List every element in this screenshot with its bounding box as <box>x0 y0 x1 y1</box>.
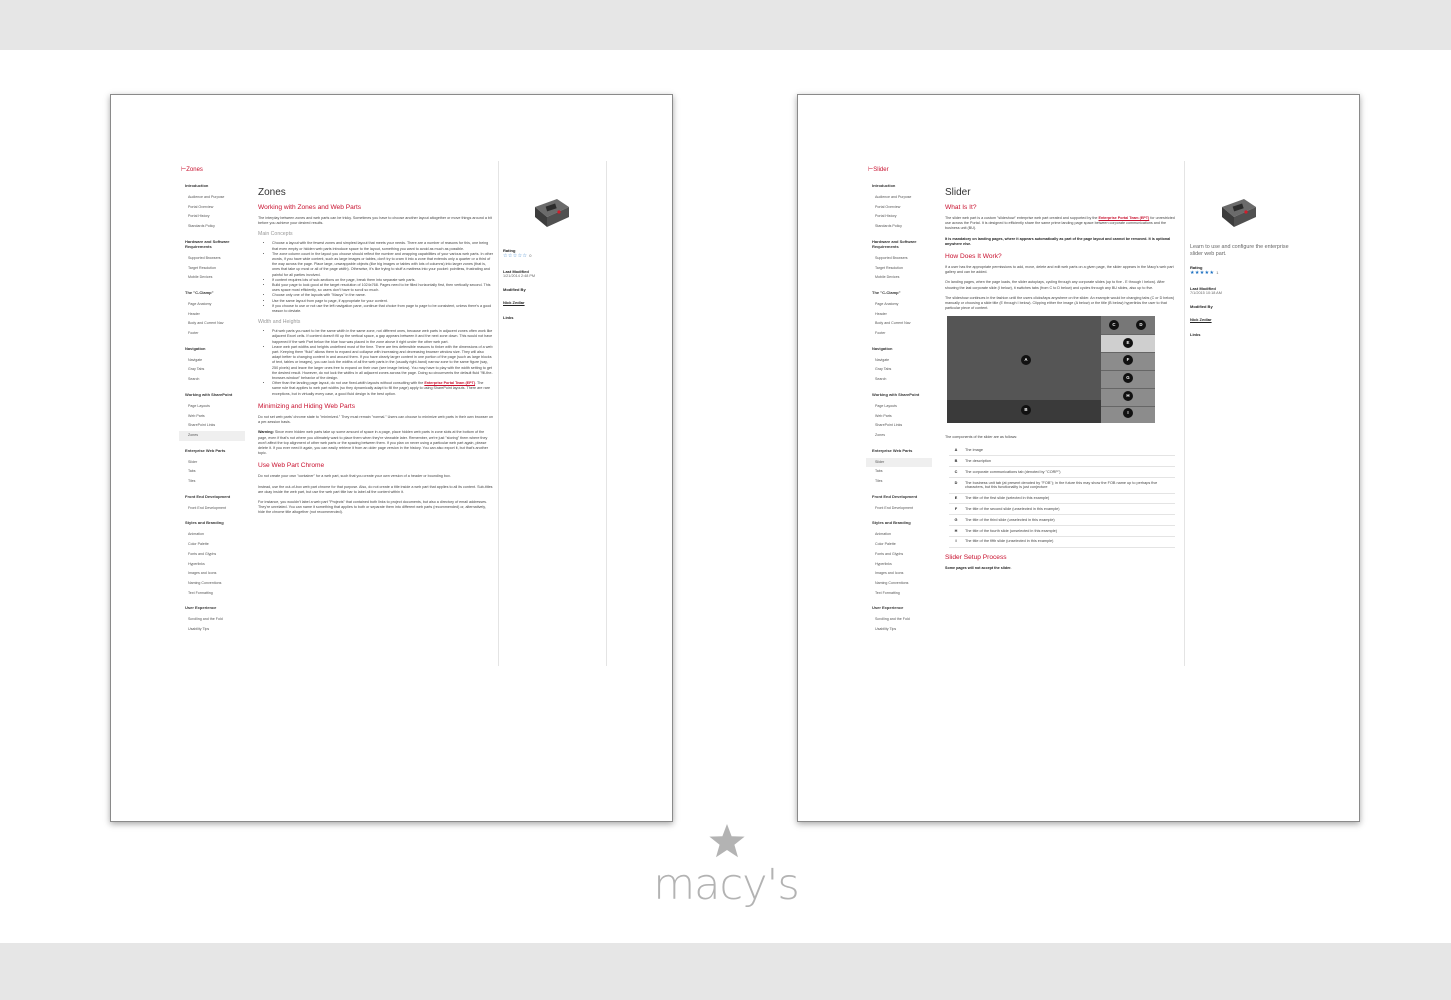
what-text: for unrestricted use across the Portal. It is designed to efficiently share the same prime landing page space between corporate communications and the business unit (BU). <box>945 216 1175 231</box>
nav-item-tabs[interactable]: Tabs <box>875 469 883 474</box>
table-row <box>949 515 1175 526</box>
nav-item-animation[interactable]: Animation <box>188 532 204 537</box>
nav-item-audience-and-purpose[interactable]: Audience and Purpose <box>188 195 225 199</box>
how-paragraph-1: If a user has the appropriate permissions to add, move, delete and edit web parts on a given page, the slider appears in the Macy's web part gallery and can be added. <box>945 265 1174 275</box>
stars-glyphs[interactable]: ☆☆☆☆☆ <box>503 253 528 259</box>
nav-item-portal-overview[interactable]: Portal Overview <box>188 204 214 209</box>
setup-paragraph <box>945 566 1179 571</box>
list-item: • Leave web part widths and heights undefined most of the time. There are few defensible reasons to tinker with the dimensions of a web part. Keeping them "fluid" allows them to expand and collapse with increasing and decreasing browser window size. They will also adapt better to changing content in and around them. If you have clearly larger content in one portion of the page (such as large blocks of text, tables or images), you can lock the widths of all the web parts in the (usually right-hand) narrow zone to the same figure (say, 250 pixels) and leave the larger ones free to expand on their own (see image below). You may have to play with the width setting to get the desired result. However, do not lock the widths in all adjacent zones across the page. Doing so circumvents the default fluid "fill-the-browser-window" behavior of the design. <box>272 345 493 381</box>
right-divider <box>1184 161 1185 666</box>
nav-item-supported-browsers[interactable]: Supported Browsers <box>875 255 908 260</box>
nav-item-scrolling-and-the-fold[interactable]: Scrolling and the Fold <box>188 617 223 622</box>
width-list <box>272 329 493 397</box>
components-table <box>949 446 1175 548</box>
list-text: . The same rule that applies to web part widths (so they dynamically adapt to fill the page) apply to using SharePoint layouts. There are rare exceptions, but in virtually every case, a good fluid design is the best option. <box>272 381 491 396</box>
nav-item-slider[interactable]: Slider <box>188 459 198 464</box>
how-paragraph-3: The slideshow continues in the fashion until the users clicks/taps anywhere on the slider. An example would be changing tabs (C or D below) manually or choosing a slide title (E through I below). Clipping either the image (A below) or the title (B below) hyperlinks the user to that particular piece of content. <box>945 295 1175 311</box>
component-description: The title of the third slide (unselected in this example) <box>963 515 1175 526</box>
nav-section-heading: Styles and Branding <box>185 520 224 526</box>
nav-item-footer[interactable]: Footer <box>875 331 886 336</box>
page-title: Zones <box>258 187 286 198</box>
nav-section-heading: Introduction <box>185 183 209 188</box>
nav-item-footer[interactable]: Footer <box>188 331 199 336</box>
nav-item-animation[interactable]: Animation <box>875 532 891 537</box>
nav-item-scrolling-and-the-fold[interactable]: Scrolling and the Fold <box>875 617 910 622</box>
nav-item-fonts-and-glyphs[interactable]: Fonts and Glyphs <box>188 551 217 556</box>
intro-paragraph: The interplay between zones and web parts can be tricky. Sometimes you have to choose another layout altogether or move things around a bit before you achieve your desired results. <box>258 216 492 226</box>
warning-text: Since even hidden web parts take up some amount of space in a page, place hidden web parts in zone slots at the bottom of the page, even if that's not where you ultimately want to place them when they're viewable later. Remember, we're just "storing" them where they won't affect the top alignment of other web parts or the spacing between them. If you plan on never using a particular web part again, please delete it. If you ever need it again, you can easily retrieve it from an older page version in the history. You can also export it, but that's another topic. <box>258 430 489 456</box>
left-nav <box>179 183 245 635</box>
content-divider <box>498 161 499 666</box>
ept-link[interactable]: Enterprise Portal Team (EPT) <box>1098 216 1150 220</box>
list-item: • Choose only one of the layouts with "Macys" in the name. <box>272 293 493 298</box>
heading-working: Working with Zones and Web Parts <box>258 204 362 211</box>
nav-item-front-end-development[interactable]: Front End Development <box>188 505 226 510</box>
main-content <box>945 187 1179 576</box>
chrome-paragraph-2: Instead, use the out-of-box web part chrome for that purpose. Also, do not create a title inside a web part that applies to all its content. Sub-titles are okay inside the web part, but use the web part title bar to label all the content within it. <box>258 484 493 494</box>
table-row <box>949 493 1175 504</box>
nav-section-heading: Hardware and Software Requirements <box>872 238 917 249</box>
table-row <box>949 536 1175 547</box>
zones-page-sheet <box>110 94 673 822</box>
nav-section-heading: Working with SharePoint <box>185 391 233 397</box>
rating-stars[interactable] <box>1190 270 1290 276</box>
page-info-panel <box>503 195 603 320</box>
slider-page-sheet <box>797 94 1360 822</box>
nav-item-hyperlinks[interactable]: Hyperlinks <box>875 561 892 566</box>
marker-d: D <box>1136 320 1146 330</box>
component-description: The corporate communications tab (denoted by "CORP") <box>963 467 1175 478</box>
nav-section-heading: Hardware and Software Requirements <box>185 238 230 249</box>
table-row <box>949 504 1175 515</box>
nav-section-heading: Front End Development <box>185 493 231 499</box>
component-description: The title of the fourth slide (unselected in this example) <box>963 526 1175 537</box>
nav-item-page-anatomy[interactable]: Page Anatomy <box>875 301 899 306</box>
nav-item-front-end-development[interactable]: Front End Development <box>875 505 913 510</box>
nav-item-tiles[interactable]: Tiles <box>188 479 196 484</box>
warning-paragraph <box>258 430 493 456</box>
marker-g: G <box>1123 373 1133 383</box>
chrome-paragraph-3: For instance, you wouldn't label a web part "Projects" that contained both links to project documents, but also a directory of email addresses. They're unrelated. You can name it something that applies to both or separate them into different web parts (recommended) or, alternatively, hide the chrome title altogether (not recommended). <box>258 499 487 515</box>
nav-section-heading: Styles and Branding <box>872 520 911 526</box>
table-row <box>949 478 1175 494</box>
logo-wordmark: macy's <box>653 860 799 910</box>
nav-section-heading: User Experience <box>872 605 904 611</box>
c-clamp-thumbnail-icon <box>531 195 571 229</box>
heading-setup: Slider Setup Process <box>945 553 1007 561</box>
components-intro: The components of the slider are as follows: <box>945 435 1018 440</box>
nav-item-tiles[interactable]: Tiles <box>875 479 883 484</box>
nav-item-standards-policy[interactable]: Standards Policy <box>875 224 902 229</box>
links-label: Links <box>1190 331 1201 337</box>
list-item <box>272 381 493 397</box>
component-description: The image <box>963 446 1175 456</box>
page-info-panel <box>1190 195 1290 337</box>
nav-item-target-resolution[interactable]: Target Resolution <box>875 265 903 270</box>
main-content <box>258 187 493 521</box>
nav-item-body-and-current-nav[interactable]: Body and Current Nav <box>188 321 224 326</box>
nav-item-sharepoint-links[interactable]: SharePoint Links <box>875 423 903 428</box>
modified-by-label: Modified By <box>1190 303 1213 309</box>
nav-item-tabs[interactable]: Tabs <box>188 469 196 474</box>
component-key: D <box>949 478 963 494</box>
nav-item-text-formatting[interactable]: Text Formatting <box>875 590 900 595</box>
nav-item-portal-history[interactable]: Portal History <box>188 214 210 219</box>
what-paragraph-2 <box>945 237 1179 247</box>
star-icon <box>653 822 799 862</box>
nav-section-heading: Enterprise Web Parts <box>185 447 226 453</box>
component-key: C <box>949 467 963 478</box>
table-row <box>949 526 1175 537</box>
nav-item-portal-overview[interactable]: Portal Overview <box>875 204 901 209</box>
nav-item-standards-policy[interactable]: Standards Policy <box>188 224 215 229</box>
component-description: The title of the fifth slide (unselected in this example) <box>963 536 1175 547</box>
nav-item-page-layouts[interactable]: Page Layouts <box>188 403 210 408</box>
marker-i: I <box>1123 408 1133 418</box>
bottom-band <box>0 943 1451 1000</box>
nav-item-naming-conventions[interactable]: Naming Conventions <box>875 580 909 585</box>
list-item: • Build your page to look good at the target resolution of 1024x768. Pages need to be filled horizontally first, then vertically second. This uses space most efficiently, so users don't have to scroll so much. <box>272 283 493 293</box>
table-row <box>949 456 1175 467</box>
nav-item-search[interactable]: Search <box>188 377 200 382</box>
rating-count: 0 <box>529 253 532 258</box>
marker-c: C <box>1109 320 1119 330</box>
last-modified-value: 7/1/2015 10:18 AM <box>1190 290 1222 295</box>
warning-label: Warning: <box>258 430 274 435</box>
nav-item-color-palette[interactable]: Color Palette <box>188 542 209 547</box>
modified-by-label: Modified By <box>503 287 526 292</box>
what-text: The slider web part is a custom "slideshow" enterprise web part created and supported by the <box>945 216 1098 220</box>
list-item: • Choose a layout with the fewest zones and simplest layout that meets your needs. There are a number of reasons for this, one being that even empty or hidden web parts introduce space to the layout, something you want to avoid as much as possible. <box>272 241 493 251</box>
nav-item-supported-browsers[interactable]: Supported Browsers <box>188 255 221 260</box>
heading-chrome: Use Web Part Chrome <box>258 462 325 470</box>
marker-f: F <box>1123 355 1133 365</box>
nav-item-page-layouts[interactable]: Page Layouts <box>875 403 897 408</box>
setup-text: Some pages will not accept the slider. <box>945 565 1012 570</box>
top-band <box>0 0 1451 50</box>
nav-item-naming-conventions[interactable]: Naming Conventions <box>188 580 222 585</box>
page-description: Learn to use and configure the enterprise slider web part. <box>1190 244 1289 258</box>
table-row <box>949 467 1175 478</box>
nav-section-heading: The "C-Clamp" <box>872 289 901 295</box>
list-item: • If content requires lots of sub-sections on the page, break them into separate web parts. <box>272 278 493 283</box>
component-key: A <box>949 446 963 456</box>
what-paragraph-1 <box>945 216 1179 232</box>
stars-glyphs[interactable]: ★★★★★ <box>1190 269 1215 276</box>
component-description: The business unit tab (at present denoted by "FOB"); in the future this may show the FOB name up to perhaps five characters, but this functionality is just conjecture <box>963 478 1175 494</box>
nav-section-heading: Enterprise Web Parts <box>872 447 913 453</box>
marker-h: H <box>1123 391 1133 401</box>
marker-e: E <box>1123 338 1133 348</box>
nav-item-color-palette[interactable]: Color Palette <box>875 542 896 547</box>
nav-item-zones[interactable]: Zones <box>875 432 885 437</box>
nav-section-heading: Introduction <box>872 183 896 188</box>
rating-label: Rating <box>1190 264 1203 270</box>
list-item: • If you choose to use or not use the left navigation pane, continue that choice from page to page to be consistent, unless there's a good reason to deviate. <box>272 304 493 314</box>
nav-item-body-and-current-nav[interactable]: Body and Current Nav <box>875 321 911 326</box>
nav-section-heading: Front End Development <box>872 493 918 499</box>
last-modified-label: Last Modified <box>1190 285 1216 291</box>
nav-item-gray-tabs[interactable]: Gray Tabs <box>875 367 892 372</box>
nav-item-zones[interactable]: Zones <box>179 431 245 441</box>
breadcrumb-label: Slider <box>873 167 889 173</box>
concepts-list <box>272 241 493 314</box>
rating-count: 1 <box>1216 269 1219 275</box>
nav-item-text-formatting[interactable]: Text Formatting <box>188 590 213 595</box>
component-description: The title of the second slide (unselected in this example) <box>963 504 1175 515</box>
list-text: Other than the landing page layout, do not use fixed-width layouts without consulting with the <box>272 381 424 386</box>
component-key: G <box>949 515 963 526</box>
rating-stars[interactable] <box>503 253 603 259</box>
nav-section-heading: Working with SharePoint <box>872 391 920 397</box>
nav-item-usability-tips[interactable]: Usability Tips <box>875 627 897 632</box>
heading-how: How Does It Work? <box>945 253 1002 261</box>
nav-item-web-parts[interactable]: Web Parts <box>188 413 205 418</box>
nav-item-mobile-devices[interactable]: Mobile Devices <box>188 275 213 280</box>
nav-item-mobile-devices[interactable]: Mobile Devices <box>875 275 900 280</box>
component-key: H <box>949 526 963 537</box>
heading-what: What Is It? <box>945 204 977 211</box>
nav-item-page-anatomy[interactable]: Page Anatomy <box>188 301 212 306</box>
component-key: E <box>949 493 963 504</box>
list-item: • The zone column count in the layout you choose should reflect the number and wrapping capabilities of your various web parts. In other words, if you have wide content, such as large images or tables, don't try to cram it into a zone that extends only a quarter or a third of the way across the page. Place large, unwrappable objects (like big images or tables with lots of columns) into larger zones (that is, ones that take up most or all of the page width). Otherwise, it's like trying to stuff a mattress into your pocket: pointless, frustrating and painful for all parties involved. <box>272 252 493 278</box>
how-paragraph-2: On landing pages, when the page loads, the slider autoplays, cycling through any corporate slides (up to five - E through I below). After showing the last corporate slide (I below), it switches tabs (from C to D below) and cycles through any BU slides, also up to five. <box>945 280 1165 290</box>
breadcrumb-label: Zones <box>186 167 203 173</box>
heading-main-concepts: Main Concepts <box>258 231 293 238</box>
table-row <box>949 446 1175 456</box>
nav-item-header[interactable]: Header <box>188 311 200 316</box>
modified-by-link[interactable]: Nick Zedlar <box>1190 316 1212 322</box>
nav-item-fonts-and-glyphs[interactable]: Fonts and Glyphs <box>875 551 904 556</box>
last-modified-label: Last Modified <box>503 269 529 274</box>
right-divider <box>606 161 607 666</box>
rating-label: Rating <box>503 248 516 253</box>
marker-b: B <box>1021 405 1031 415</box>
links-label: Links <box>503 315 514 320</box>
nav-item-portal-history[interactable]: Portal History <box>875 214 897 219</box>
nav-item-sharepoint-links[interactable]: SharePoint Links <box>188 423 216 428</box>
nav-item-navigate[interactable]: Navigate <box>188 357 203 362</box>
nav-section-heading: Navigation <box>872 345 893 351</box>
nav-item-audience-and-purpose[interactable]: Audience and Purpose <box>875 195 912 199</box>
last-modified-value: 1/21/2014 2:48 PM <box>503 274 536 278</box>
nav-item-images-and-icons[interactable]: Images and Icons <box>188 571 217 576</box>
ept-link[interactable]: Enterprise Portal Team (EPT) <box>424 381 476 386</box>
list-item: • Put web parts you want to be the same width in the same zone, not different ones, because web parts in adjacent zones often work like adjacent Excel cells. If content doesn't fill up the vertical space, a gap appears between it and the next zone down. This would not have happened if the web Part below the blue how was placed in the zone above it right under the other web part. <box>272 329 493 345</box>
left-nav <box>866 183 932 635</box>
nav-section-heading: Navigation <box>185 345 206 351</box>
nav-section-heading: User Experience <box>185 605 217 611</box>
nav-item-slider[interactable]: Slider <box>866 458 932 468</box>
macys-logo <box>653 822 799 914</box>
modified-by-link[interactable]: Nick Zedlar <box>503 300 525 305</box>
nav-item-navigate[interactable]: Navigate <box>875 357 890 362</box>
chrome-paragraph-1: Do not create your own "container" for a web part, such that you create your own version of a header or bounding box. <box>258 474 451 479</box>
slider-diagram <box>947 316 1155 423</box>
marker-a: A <box>1021 355 1031 365</box>
nav-item-hyperlinks[interactable]: Hyperlinks <box>188 561 205 566</box>
what-bold-text: It is mandatory on landing pages, where it appears automatically as part of the page layout and cannot be removed. It is optional anywhere else. <box>945 236 1171 246</box>
nav-item-images-and-icons[interactable]: Images and Icons <box>875 571 904 576</box>
nav-section-heading: The "C-Clamp" <box>185 289 214 295</box>
nav-item-target-resolution[interactable]: Target Resolution <box>188 265 216 270</box>
breadcrumb[interactable]: ⊢Slider <box>868 167 889 173</box>
component-key: B <box>949 456 963 467</box>
component-description: The title of the first slide (selected in this example) <box>963 493 1175 504</box>
nav-item-search[interactable]: Search <box>875 377 887 382</box>
heading-width: Width and Heights <box>258 319 301 326</box>
list-item: • Use the same layout from page to page, if appropriate for your content. <box>272 299 493 304</box>
component-key: I <box>949 536 963 547</box>
breadcrumb[interactable]: ⊢Zones <box>181 167 203 173</box>
component-description: The description <box>963 456 1175 467</box>
component-key: F <box>949 504 963 515</box>
nav-item-usability-tips[interactable]: Usability Tips <box>188 627 210 632</box>
page-title: Slider <box>945 187 971 198</box>
slider-thumbnail-icon <box>1218 195 1258 229</box>
nav-item-web-parts[interactable]: Web Parts <box>875 413 892 418</box>
nav-item-gray-tabs[interactable]: Gray Tabs <box>188 367 205 372</box>
minimizing-paragraph: Do not set web parts' chrome state to "minimized." They must remain "normal." Users can choose to minimize web parts in their own browser on a per-session basis. <box>258 414 494 425</box>
nav-item-header[interactable]: Header <box>875 311 887 316</box>
heading-minimizing: Minimizing and Hiding Web Parts <box>258 402 355 410</box>
